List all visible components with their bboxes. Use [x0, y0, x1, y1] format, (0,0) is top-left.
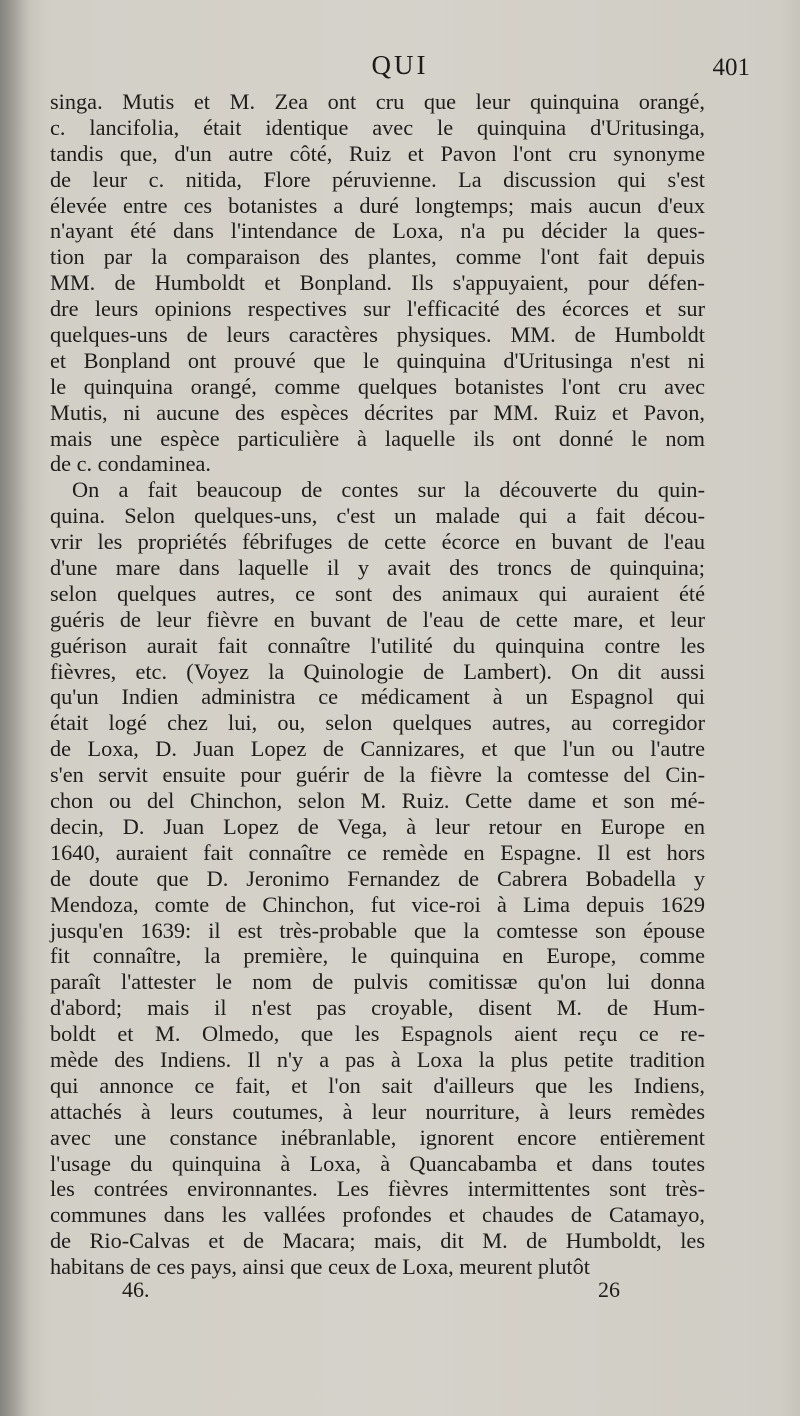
text-line: tion par la comparaison des plantes, comme l'ont fait depuis	[50, 244, 705, 270]
text-line: tandis que, d'un autre côté, Ruiz et Pavon l'ont cru synonyme	[50, 140, 705, 166]
text-line: le quinquina orangé, comme quelques botanistes l'ont cru avec	[50, 373, 705, 399]
text-line: quina. Selon quelques-uns, c'est un malade qui a fait décou-	[50, 503, 705, 529]
text-line: habitans de ces pays, ainsi que ceux de Loxa, meurent plutôt	[50, 1254, 590, 1280]
text-line: guéris de leur fièvre en buvant de l'eau de cette mare, et leur	[50, 606, 705, 632]
running-head	[50, 50, 750, 94]
text-line: communes dans les vallées profondes et chaudes de Catamayo,	[50, 1202, 705, 1228]
text-line: On a fait beaucoup de contes sur la découverte du quin-	[72, 477, 705, 503]
text-line: était logé chez lui, ou, selon quelques autres, au corregidor	[50, 710, 705, 736]
text-line: qu'un Indien administra ce médicament à un Espagnol qui	[50, 684, 705, 710]
text-line: quelques-uns de leurs caractères physiques. MM. de Humboldt	[50, 322, 705, 348]
text-line: d'abord; mais il n'est pas croyable, disent M. de Hum-	[50, 995, 705, 1021]
text-line: vrir les propriétés fébrifuges de cette écorce en buvant de l'eau	[50, 529, 705, 555]
text-line: de Loxa, D. Juan Lopez de Cannizares, et que l'un ou l'autre	[50, 736, 705, 762]
text-line: 1640, auraient fait connaître ce remède en Espagne. Il est hors	[50, 839, 705, 865]
text-line: boldt et M. Olmedo, que les Espagnols aient reçu ce re-	[50, 1021, 705, 1047]
text-line: qui annonce ce fait, et l'on sait d'ailleurs que les Indiens,	[50, 1072, 705, 1098]
text-line: Mendoza, comte de Chinchon, fut vice-roi à Lima depuis 1629	[50, 891, 705, 917]
text-line: de c. condaminea.	[50, 451, 211, 477]
text-line: de doute que D. Jeronimo Fernandez de Cabrera Bobadella y	[50, 865, 705, 891]
text-line: fit connaître, la première, le quinquina en Europe, comme	[50, 943, 705, 969]
signature-number: 26	[598, 1277, 620, 1302]
text-line: s'en servit ensuite pour guérir de la fièvre la comtesse del Cin-	[50, 762, 705, 788]
text-line: élevée entre ces botanistes a duré longtemps; mais aucun d'eux	[50, 192, 705, 218]
text-line: n'ayant été dans l'intendance de Loxa, n'a pu décider la ques-	[50, 218, 705, 244]
text-line: chon ou del Chinchon, selon M. Ruiz. Cette dame et son mé-	[50, 788, 705, 814]
text-line: avec une constance inébranlable, ignorent encore entièrement	[50, 1124, 705, 1150]
text-line: Mutis, ni aucune des espèces décrites par MM. Ruiz et Pavon,	[50, 399, 705, 425]
text-line: MM. de Humboldt et Bonpland. Ils s'appuyaient, pour défen-	[50, 270, 705, 296]
body-text	[50, 89, 705, 1280]
text-line: mède des Indiens. Il n'y a pas à Loxa la plus petite tradition	[50, 1046, 705, 1072]
text-line: fièvres, etc. (Voyez la Quinologie de Lambert). On dit aussi	[50, 658, 705, 684]
text-line: d'une mare dans laquelle il y avait des troncs de quinquina;	[50, 555, 705, 581]
text-line: dre leurs opinions respectives sur l'efficacité des écorces et sur	[50, 296, 705, 322]
text-line: selon quelques autres, ce sont des animaux qui auraient été	[50, 580, 705, 606]
text-line: paraît l'attester le nom de pulvis comitissæ qu'on lui donna	[50, 969, 705, 995]
running-title: QUI	[371, 50, 429, 80]
text-line: les contrées environnantes. Les fièvres intermittentes sont très-	[50, 1176, 705, 1202]
text-line: l'usage du quinquina à Loxa, à Quancabamba et dans toutes	[50, 1150, 705, 1176]
text-line: guérison aurait fait connaître l'utilité du quinquina contre les	[50, 632, 705, 658]
text-line: c. lancifolia, était identique avec le quinquina d'Uritusinga,	[50, 114, 705, 140]
page-footer	[50, 1277, 705, 1307]
page-number: 401	[712, 54, 750, 81]
text-line: jusqu'en 1639: il est très-probable que la comtesse son épouse	[50, 917, 705, 943]
text-line: de leur c. nitida, Flore péruvienne. La discussion qui s'est	[50, 166, 705, 192]
text-line: decin, D. Juan Lopez de Vega, à leur retour en Europe en	[50, 813, 705, 839]
signature-mark: 46.	[122, 1277, 150, 1302]
text-line: attachés à leurs coutumes, à leur nourriture, à leurs remèdes	[50, 1098, 705, 1124]
text-line: et Bonpland ont prouvé que le quinquina d'Uritusinga n'est ni	[50, 347, 705, 373]
text-line: mais une espèce particulière à laquelle ils ont donné le nom	[50, 425, 705, 451]
gutter-shadow	[0, 0, 30, 1416]
text-line: singa. Mutis et M. Zea ont cru que leur quinquina orangé,	[50, 89, 705, 114]
text-line: de Rio-Calvas et de Macara; mais, dit M. de Humboldt, les	[50, 1228, 705, 1254]
